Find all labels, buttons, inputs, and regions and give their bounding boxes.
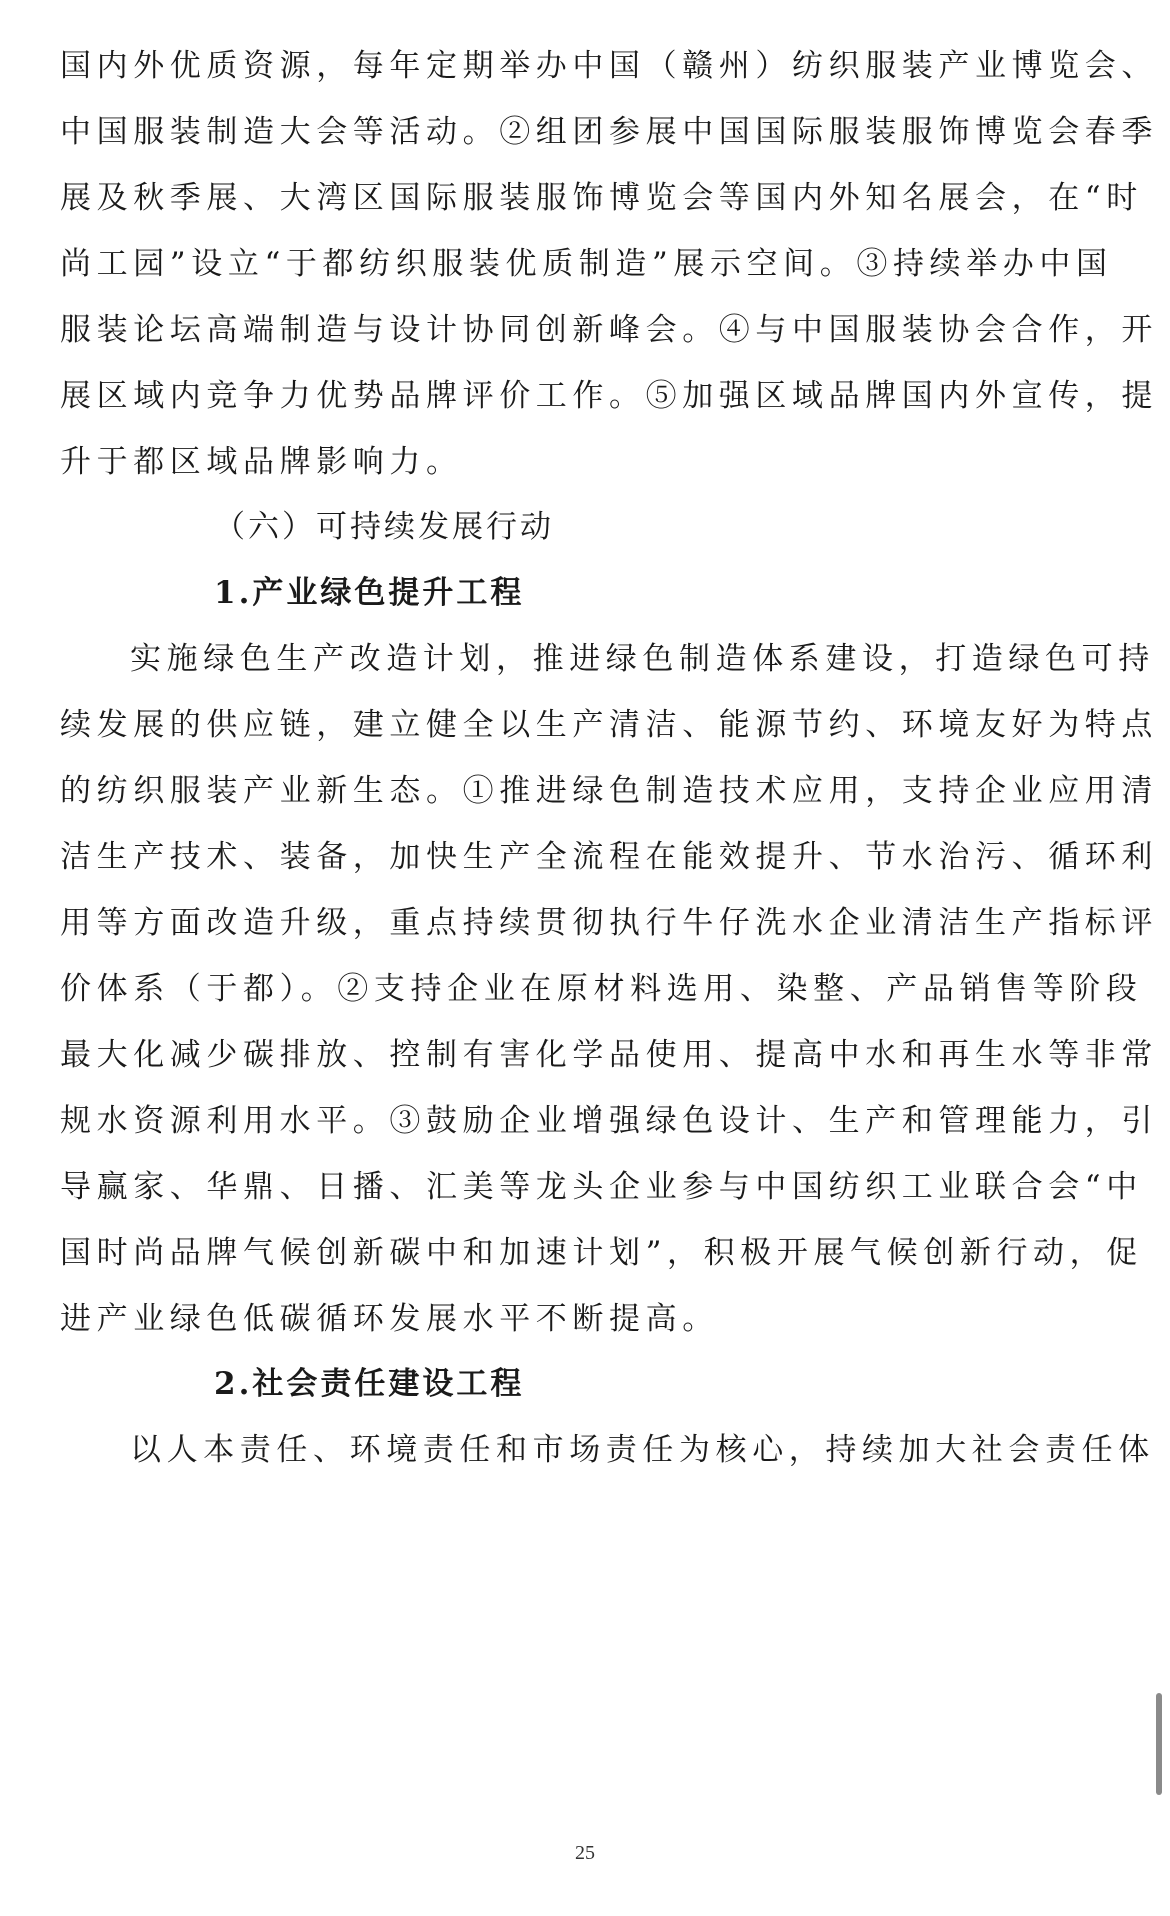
paragraph-line: 国时尚品牌气候创新碳中和加速计划”，积极开展气候创新行动，促 xyxy=(60,1235,1143,1271)
paragraph-line: 以人本责任、环境责任和市场责任为核心，持续加大社会责任体 xyxy=(130,1432,1155,1468)
scrollbar-thumb[interactable] xyxy=(1156,1693,1162,1795)
paragraph-line: 的纺织服装产业新生态。①推进绿色制造技术应用，支持企业应用清 xyxy=(60,773,1158,809)
paragraph-line: 最大化减少碳排放、控制有害化学品使用、提高中水和再生水等非常 xyxy=(60,1037,1158,1073)
paragraph-line: 服装论坛高端制造与设计协同创新峰会。④与中国服装协会合作，开 xyxy=(60,312,1158,348)
paragraph-line: 展区域内竞争力优势品牌评价工作。⑤加强区域品牌国内外宣传，提 xyxy=(60,378,1158,414)
paragraph-line: 国内外优质资源，每年定期举办中国（赣州）纺织服装产业博览会、 xyxy=(60,48,1158,84)
paragraph-line: 规水资源利用水平。③鼓励企业增强绿色设计、生产和管理能力，引 xyxy=(60,1103,1158,1139)
paragraph-line: 尚工园”设立“于都纺织服装优质制造”展示空间。③持续举办中国 xyxy=(60,246,1113,282)
subsection-heading: 1.产业绿色提升工程 xyxy=(214,575,525,611)
subsection-heading: 2.社会责任建设工程 xyxy=(214,1366,525,1402)
paragraph-line: 续发展的供应链，建立健全以生产清洁、能源节约、环境友好为特点 xyxy=(60,707,1158,743)
page-number: 25 xyxy=(575,1842,595,1864)
paragraph-line: 进产业绿色低碳循环发展水平不断提高。 xyxy=(60,1301,719,1337)
paragraph-line: 价体系（于都）。②支持企业在原材料选用、染整、产品销售等阶段 xyxy=(60,971,1143,1007)
paragraph-line: 洁生产技术、装备，加快生产全流程在能效提升、节水治污、循环利 xyxy=(60,839,1158,875)
paragraph-line: 导赢家、华鼎、日播、汇美等龙头企业参与中国纺织工业联合会“中 xyxy=(60,1169,1143,1205)
section-heading: （六）可持续发展行动 xyxy=(214,509,554,545)
paragraph-line: 实施绿色生产改造计划，推进绿色制造体系建设，打造绿色可持 xyxy=(130,641,1155,677)
paragraph-line: 中国服装制造大会等活动。②组团参展中国国际服装服饰博览会春季 xyxy=(60,114,1158,150)
paragraph-line: 用等方面改造升级，重点持续贯彻执行牛仔洗水企业清洁生产指标评 xyxy=(60,905,1158,941)
paragraph-line: 升于都区域品牌影响力。 xyxy=(60,444,463,480)
paragraph-line: 展及秋季展、大湾区国际服装服饰博览会等国内外知名展会，在“时 xyxy=(60,180,1143,216)
